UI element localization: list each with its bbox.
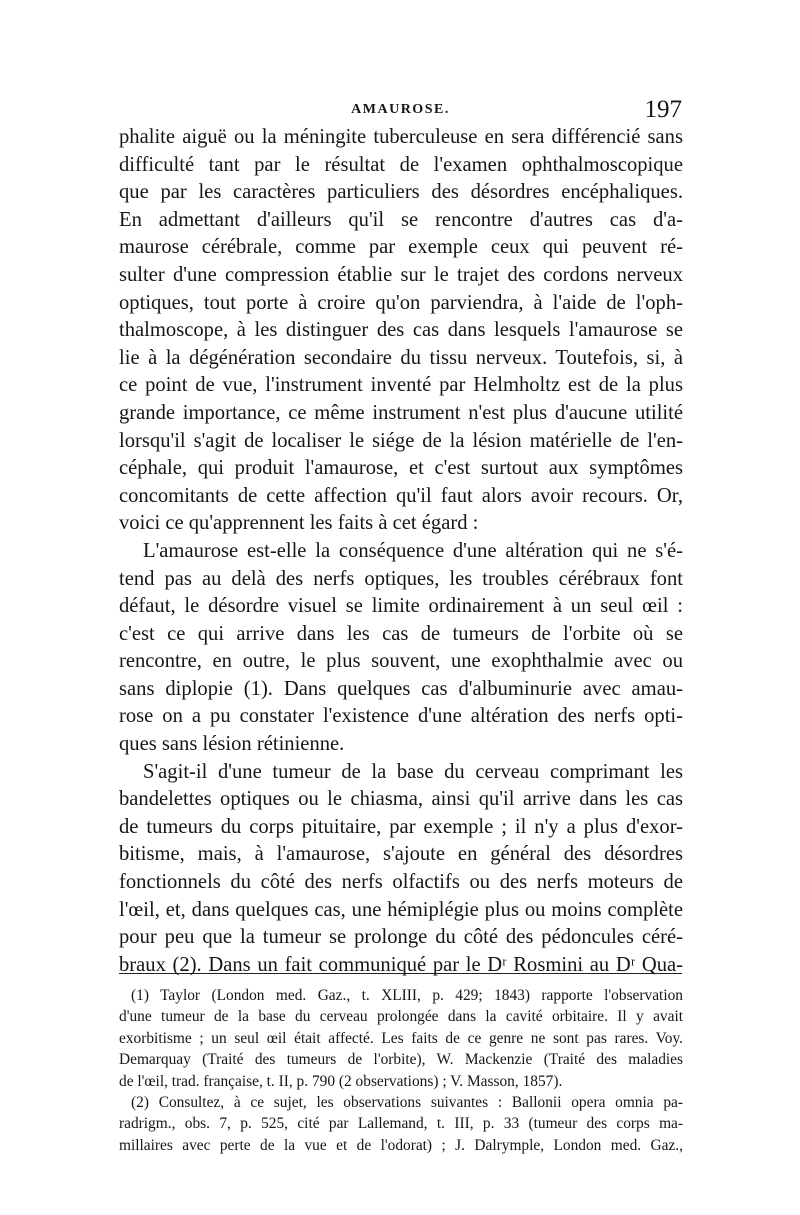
text-line: céphale, qui produit l'amaurose, et c'est surtout aux symptômes [119,457,683,480]
paragraph-1 [119,124,683,538]
paragraph-3 [119,759,683,980]
text-line: phalite aiguë ou la méningite tuberculeuse en sera différencié sans [119,126,683,148]
footnote-line: exorbitisme ; un seul œil était affecté. Les faits de ce genre ne sont pas rares. Voy. [119,1029,683,1047]
text-line: tend pas au delà des nerfs optiques, les troubles cérébraux font [119,567,683,590]
text-line: fonctionnels du côté des nerfs olfactifs ou des nerfs moteurs de [119,871,683,894]
text-line: difficulté tant par le résultat de l'examen ophthalmoscopique [119,153,683,176]
text-line: l'œil, et, dans quelques cas, une hémiplégie plus ou moins complète [119,898,683,921]
text-line: optiques, tout porte à croire qu'on parviendra, à l'aide de l'oph- [119,291,683,314]
text-line: ce point de vue, l'instrument inventé par Helmholtz est de la plus [119,374,683,397]
text-line: voici ce qu'apprennent les faits à cet égard : [119,512,479,535]
footnote-line: radrigm., obs. 7, p. 525, cité par Lallemand, t. III, p. 33 (tumeur des corps ma- [119,1115,683,1133]
text-line: thalmoscope, à les distinguer des cas dans lesquels l'amaurose se [119,319,683,342]
text-line: L'amaurose est-elle la conséquence d'une altération qui ne s'é- [143,539,683,562]
footnote-line: millaires avec perte de la vue et de l'odorat) ; J. Dalrymple, London med. Gaz., [119,1136,683,1154]
text-line: braux (2). Dans un fait communiqué par le Dʳ Rosmini au Dʳ Qua- [119,953,683,976]
text-line: de tumeurs du corps pituitaire, par exemple ; il n'y a plus d'exor- [119,815,683,838]
text-line: sulter d'une compression établie sur le trajet des cordons nerveux [119,263,683,286]
text-line: bandelettes optiques ou le chiasma, ainsi qu'il arrive dans les cas [119,788,683,811]
footnote-line: de l'œil, trad. française, t. II, p. 790 (2 observations) ; V. Masson, 1857). [119,1072,563,1090]
footnote-line: (2) Consultez, à ce sujet, les observations suivantes : Ballonii opera omnia pa- [131,1093,683,1111]
text-line: S'agit-il d'une tumeur de la base du cerveau comprimant les [143,760,683,783]
footnote-2 [119,1092,683,1156]
body-text [119,124,683,979]
text-line: que par les caractères particuliers des désordres encéphaliques. [119,181,683,204]
text-line: concomitants de cette affection qu'il faut alors avoir recours. Or, [119,484,683,507]
text-line: lorsqu'il s'agit de localiser le siége de la lésion matérielle de l'en- [119,429,683,452]
footnote-1 [119,985,683,1092]
running-title: AMAUROSE. [351,102,450,117]
footnotes [119,985,683,1156]
text-line: pour peu que la tumeur se prolonge du côté des pédoncules céré- [119,926,683,949]
footnote-line: (1) Taylor (London med. Gaz., t. XLIII, p. 429; 1843) rapporte l'observation [131,987,683,1004]
text-line: maurose cérébrale, comme par exemple ceux qui peuvent ré- [119,236,683,259]
paragraph-2 [119,538,683,759]
text-line: c'est ce qui arrive dans les cas de tumeurs de l'orbite où se [119,622,683,645]
footnote-line: Demarquay (Traité des tumeurs de l'orbite), W. Mackenzie (Traité des maladies [119,1051,683,1069]
text-line: bitisme, mais, à l'amaurose, s'ajoute en général des désordres [119,843,683,866]
text-line: sans diplopie (1). Dans quelques cas d'albuminurie avec amau- [119,677,683,700]
footnote-line: d'une tumeur de la base du cerveau prolongée dans la cavité orbitaire. Il y avait [119,1008,683,1026]
text-line: défaut, le désordre visuel se limite ordinairement à un seul œil : [119,595,683,618]
page-number: 197 [644,96,682,123]
text-line: En admettant d'ailleurs qu'il se rencontre d'autres cas d'a- [119,208,683,231]
footnote-separator [119,973,682,974]
text-line: ques sans lésion rétinienne. [119,733,345,756]
text-line: rencontre, en outre, le plus souvent, une exophthalmie avec ou [119,650,683,673]
text-line: lie à la dégénération secondaire du tissu nerveux. Toutefois, si, à [119,346,683,369]
running-head [119,96,682,126]
text-line: grande importance, ce même instrument n'est plus d'aucune utilité [119,401,683,424]
text-line: rose on a pu constater l'existence d'une altération des nerfs opti- [119,705,683,728]
